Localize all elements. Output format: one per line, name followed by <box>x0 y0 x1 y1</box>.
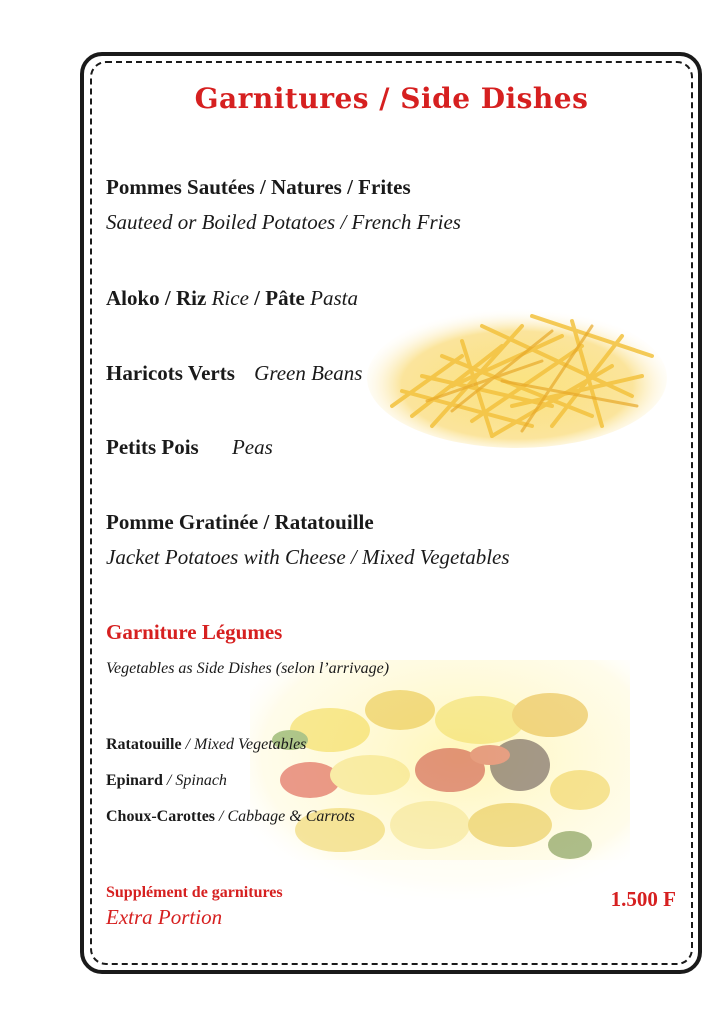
supplement-en: Extra Portion <box>106 905 223 929</box>
item-aloko-rice-pasta <box>106 286 358 311</box>
item-peas-en: Peas <box>231 435 273 459</box>
item-rice-en: Rice <box>211 286 249 310</box>
item-potatoes-fr: Pommes Sautées / Natures / Frites <box>106 175 411 199</box>
item-pasta-en: Pasta <box>310 286 358 310</box>
veg-item-cabbage-en: / Cabbage & Carrots <box>219 808 355 825</box>
veg-item-ratatouille <box>106 736 306 754</box>
veg-item-cabbage <box>106 808 355 826</box>
item-green-beans-en: Green Beans <box>254 361 363 385</box>
item-green-beans <box>106 361 362 386</box>
veg-item-ratatouille-fr: Ratatouille <box>106 736 182 753</box>
vegetables-subtitle: Vegetables as Side Dishes (selon l’arrivage) <box>106 660 390 677</box>
supplement-price: 1.500 F <box>610 887 676 911</box>
veg-item-ratatouille-en: / Mixed Vegetables <box>185 736 307 753</box>
veg-item-spinach-fr: Epinard <box>106 772 163 789</box>
item-pasta-fr: / Pâte <box>254 286 305 310</box>
veg-item-spinach <box>106 772 227 790</box>
french-fries-image <box>352 286 672 456</box>
supplement-fr: Supplément de garnitures <box>106 884 283 901</box>
veg-item-cabbage-fr: Choux-Carottes <box>106 808 216 825</box>
item-potatoes-en: Sauteed or Boiled Potatoes / French Fries <box>106 210 461 234</box>
item-gratin-en: Jacket Potatoes with Cheese / Mixed Vegetables <box>106 545 510 569</box>
item-green-beans-fr: Haricots Verts <box>106 361 235 385</box>
page-title: Garnitures / Side Dishes <box>194 82 589 115</box>
vegetables-heading: Garniture Légumes <box>106 620 283 644</box>
veg-item-spinach-en: / Spinach <box>166 772 227 789</box>
item-aloko-fr: Aloko / Riz <box>106 286 207 310</box>
grilled-vegetables-image <box>250 660 630 900</box>
item-peas <box>106 435 273 460</box>
item-gratin-fr: Pomme Gratinée / Ratatouille <box>106 510 374 534</box>
item-peas-fr: Petits Pois <box>106 435 199 459</box>
